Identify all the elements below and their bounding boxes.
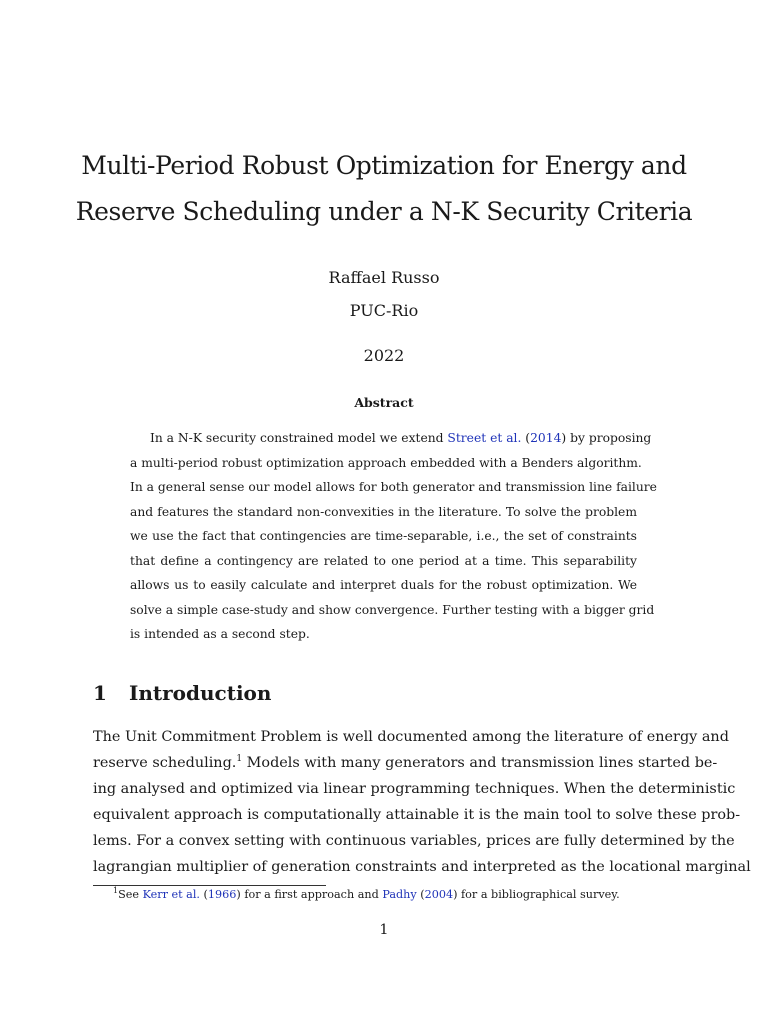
abstract-line-4: and features the standard non-convexities in the literature. To solve the problem [130,505,637,519]
citation-paren: ( [416,888,425,901]
section-number: 1 [93,681,107,705]
section-heading-introduction [93,681,271,705]
footnote-text: See [118,888,143,901]
footnote-text: for a first approach and [240,888,383,901]
abstract-text: In a N-K security constrained model we extend [150,431,448,445]
footnote-mark: 1 [113,886,119,895]
title-line-1: Multi-Period Robust Optimization for Energy and [81,151,687,180]
abstract-line-3: In a general sense our model allows for both generator and transmission line failure [130,480,657,494]
footnote-rule [93,885,326,886]
body-text: Models with many generators and transmission lines started be- [242,755,718,771]
body-line-3: ing analysed and optimized via linear programming techniques. When the deterministic [93,781,736,797]
citation-link-padhy-year[interactable]: 2004 [424,888,454,901]
affiliation: PUC-Rio [349,301,419,320]
citation-link-street-year[interactable]: 2014 [530,431,562,445]
citation-paren: ( [199,888,208,901]
citation-paren: ( [521,431,531,445]
citation-link-kerr-author[interactable]: Kerr et al. [142,888,200,901]
footnote-marker-link[interactable]: 1 [236,754,243,764]
body-line-5: lems. For a convex setting with continuous variables, prices are fully determined by the [93,833,735,849]
abstract-line-5: we use the fact that contingencies are time-separable, i.e., the set of constraints [130,529,637,543]
body-text: reserve scheduling. [93,755,237,771]
abstract-heading: Abstract [354,395,414,410]
year: 2022 [363,346,405,365]
abstract-text: by proposing [566,431,652,445]
abstract-line-2: a multi-period robust optimization approach embedded with a Benders algorithm. [130,456,642,470]
body-line-4: equivalent approach is computationally attainable it is the main tool to solve these prob- [93,807,741,823]
citation-paren: ) [236,888,241,901]
body-line-6: lagrangian multiplier of generation constraints and interpreted as the locational marginal [93,859,751,875]
page-number: 1 [379,922,389,938]
citation-paren: ) [561,431,567,445]
citation-paren: ) [453,888,458,901]
citation-link-street-author[interactable]: Street et al. [447,431,522,445]
abstract-line-9: is intended as a second step. [130,627,310,641]
body-line-1: The Unit Commitment Problem is well documented among the literature of energy and [93,729,729,745]
title-line-2: Reserve Scheduling under a N-K Security Criteria [75,197,693,226]
abstract-line-8: solve a simple case-study and show convergence. Further testing with a bigger grid [130,603,655,617]
abstract-line-6: that define a contingency are related to one period at a time. This separability [130,554,637,568]
section-title: Introduction [129,681,272,705]
author: Raffael Russo [328,268,440,287]
footnote [113,888,620,901]
footnote-text: for a bibliographical survey. [457,888,620,901]
body-line-2 [93,751,718,777]
citation-link-kerr-year[interactable]: 1966 [207,888,237,901]
abstract-line-1 [130,426,652,450]
paper-title [0,143,768,235]
citation-link-padhy-author[interactable]: Padhy [382,888,417,901]
abstract-line-7: allows us to easily calculate and interpret duals for the robust optimization. We [130,578,637,592]
